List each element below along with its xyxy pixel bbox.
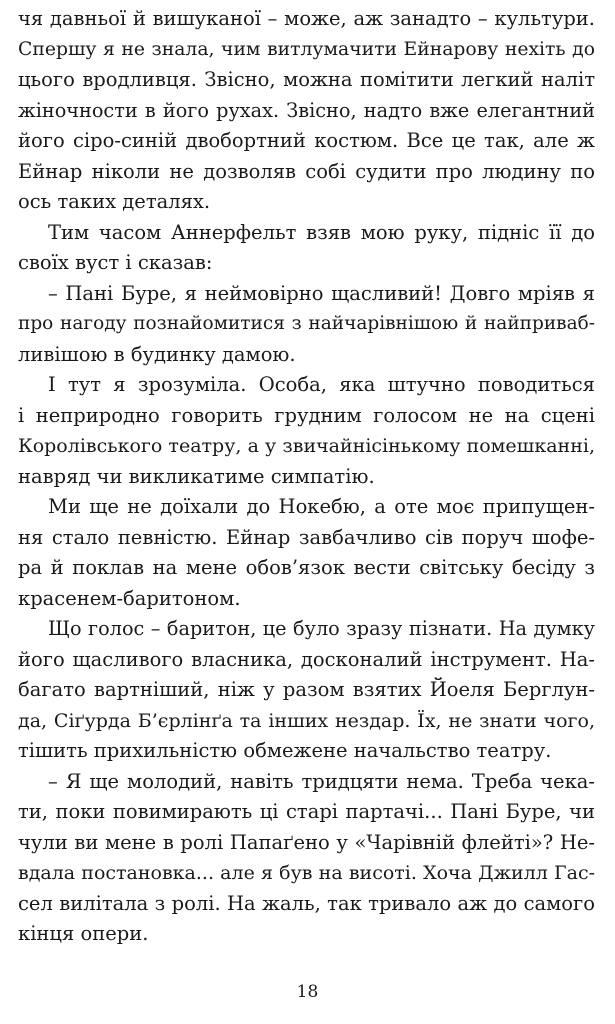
text-line: ось таких деталях.: [18, 190, 211, 213]
text-line: ра й поклав на мене обов’язок вести світську бесіду з: [18, 556, 595, 579]
paragraph: [18, 614, 595, 767]
text-line: – Я ще молодий, навіть тридцяти нема. Треба чека-: [48, 769, 595, 793]
paragraph: [18, 4, 595, 218]
text-line: – Пані Буре, я неймовірно щасливий! Довго мріяв я: [48, 281, 595, 305]
text-line: багато вартніший, ніж у разом взятих Йоеля Берглун-: [18, 678, 595, 701]
page-body: [18, 4, 595, 950]
text-line: своїх вуст і сказав:: [18, 251, 213, 274]
text-line: чя давньої й вишуканої – може, аж занадто – культури.: [18, 7, 595, 30]
text-line: цього вродливця. Звісно, можна помітити легкий наліт: [18, 68, 595, 91]
text-line: і неприродно говорить грудним голосом не на сцені: [18, 403, 595, 427]
text-line: його щасливого власника, досконалий інструмент. На-: [18, 647, 595, 671]
text-line: вдала постановка... але я був на висоті. Хоча Джилл Гас-: [18, 862, 595, 884]
text-line: жіночности в його рухах. Звісно, надто вже елегантний: [18, 98, 595, 122]
text-line: І тут я зрозуміла. Особа, яка штучно поводиться: [48, 373, 595, 396]
paragraph: [18, 767, 595, 950]
text-line: Тим часом Аннерфельт взяв мою руку, підніс її до: [48, 220, 595, 244]
text-line: ливішою в будинку дамою.: [18, 342, 296, 366]
text-line: тішить прихильністю обмежене начальство театру.: [18, 739, 552, 762]
text-line: Ейнар ніколи не дозволяв собі судити про людину по: [18, 159, 595, 183]
paragraph: [18, 370, 595, 492]
paragraph: [18, 492, 595, 614]
text-line: Ми ще не доїхали до Нокебю, а оте моє припущен-: [48, 495, 595, 518]
text-line: кінця опери.: [18, 922, 149, 945]
page-number: 18: [296, 982, 319, 1002]
text-line: чули ви мене в ролі Папаґено у «Чарівній флейті»? Не-: [18, 830, 595, 854]
text-line: навряд чи викликатиме симпатію.: [18, 464, 375, 488]
text-line: Спершу я не знала, чим витлумачити Ейнарову нехіть до: [18, 38, 595, 60]
text-line: про нагоду познайомитися з найчарівнішою й найприваб-: [18, 313, 595, 334]
paragraph: [18, 279, 595, 371]
text-line: ти, поки повимирають ці старі партачі... Пані Буре, чи: [18, 800, 595, 823]
text-line: сел вилітала з ролі. На жаль, так тривало аж до самого: [18, 891, 595, 915]
paragraph: [18, 218, 595, 279]
text-line: ня стало певністю. Ейнар завбачливо сів поруч шофе-: [18, 525, 595, 549]
text-line: Королівського театру, а у звичайнісінькому помешканні,: [18, 435, 595, 457]
text-line: да, Сіґурда Б’єрлінґа та інших нездар. Їх, не знати чого,: [18, 709, 595, 732]
text-line: красенем-баритоном.: [18, 586, 241, 610]
text-line: Що голос – баритон, це було зразу пізнати. На думку: [48, 617, 595, 640]
text-line: його сіро-синій двобортний костюм. Все це так, але ж: [18, 129, 595, 152]
